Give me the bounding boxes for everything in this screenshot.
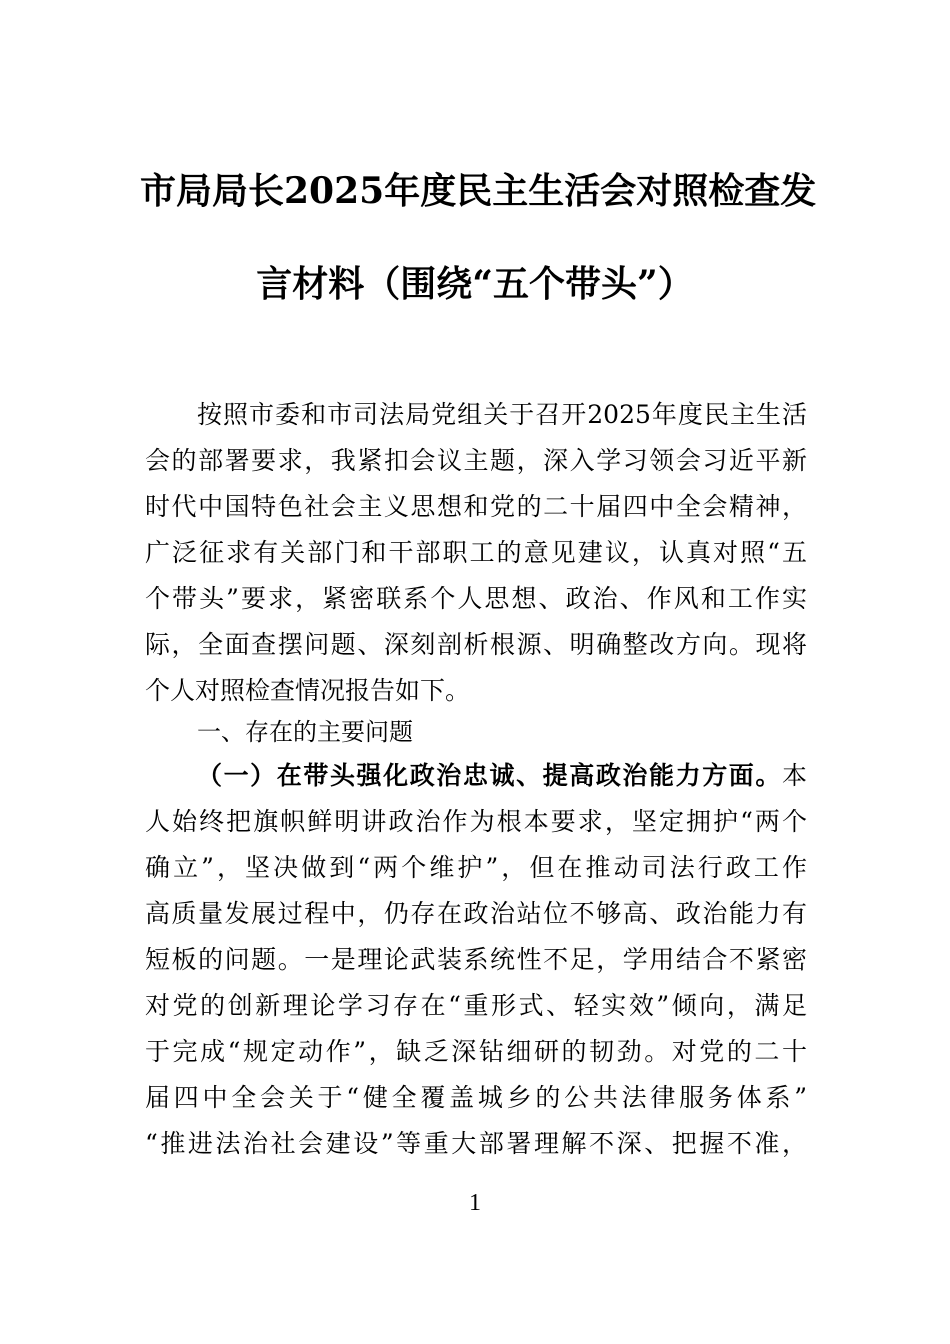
- subsection-paragraph-line: 届四中全会关于“健全覆盖城乡的公共法律服务体系”: [145, 1083, 807, 1112]
- subsection-paragraph-line: 对党的创新理论学习存在“重形式、轻实效”倾向，满足: [145, 991, 807, 1020]
- page-number: 1: [469, 1190, 481, 1216]
- subsection-paragraph-line: “推进法治社会建设”等重大部署理解不深、把握不准，: [145, 1129, 807, 1158]
- subsection-paragraph-line: 短板的问题。一是理论武装系统性不足，学用结合不紧密: [145, 945, 807, 974]
- document-title-line-2: 言材料（围绕“五个带头”）: [256, 263, 694, 305]
- subsection-paragraph-line: 人始终把旗帜鲜明讲政治作为根本要求，坚定拥护“两个: [145, 807, 807, 836]
- subsection-first-line-rest: 本: [781, 761, 807, 790]
- intro-paragraph-line: 广泛征求有关部门和干部职工的意见建议，认真对照“五: [145, 538, 807, 567]
- intro-paragraph-line: 会的部署要求，我紧扣会议主题，深入学习领会习近平新: [145, 446, 807, 475]
- subsection-paragraph-line: 高质量发展过程中，仍存在政治站位不够高、政治能力有: [145, 899, 807, 928]
- document-title-line-1: 市局局长2025年度民主生活会对照检查发: [140, 170, 817, 212]
- subsection-heading: （一）在带头强化政治忠诚、提高政治能力方面。: [197, 761, 782, 790]
- subsection-paragraph-line: 于完成“规定动作”，缺乏深钻细研的韧劲。对党的二十: [145, 1037, 807, 1066]
- intro-paragraph-line: 个人对照检查情况报告如下。: [145, 676, 471, 705]
- section-heading: 一、存在的主要问题: [197, 718, 413, 746]
- intro-paragraph-line: 时代中国特色社会主义思想和党的二十届四中全会精神，: [145, 492, 807, 521]
- intro-paragraph-line: 按照市委和市司法局党组关于召开2025年度民主生活: [197, 400, 807, 429]
- intro-paragraph-line: 个带头”要求，紧密联系个人思想、政治、作风和工作实: [145, 584, 807, 613]
- intro-paragraph-line: 际，全面查摆问题、深刻剖析根源、明确整改方向。现将: [145, 630, 807, 659]
- subsection-paragraph-line: 确立”，坚决做到“两个维护”，但在推动司法行政工作: [145, 853, 807, 882]
- subsection-first-line: [197, 759, 807, 793]
